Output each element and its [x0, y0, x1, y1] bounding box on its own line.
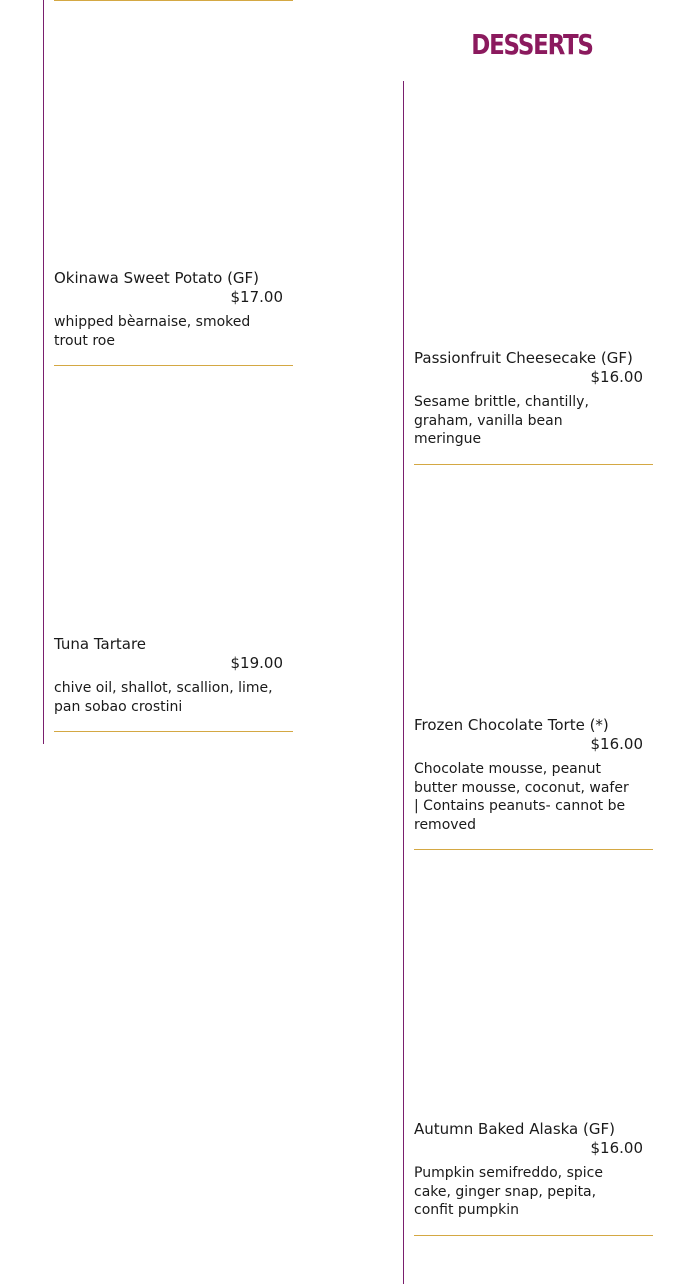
item-description: chive oil, shallot, scallion, lime, pan sobao crostini — [54, 680, 273, 715]
item-price: $16.00 — [590, 1139, 643, 1157]
item-separator — [54, 731, 293, 732]
item-description: Sesame brittle, chantilly, graham, vanilla bean meringue — [414, 394, 589, 448]
item-price: $16.00 — [590, 368, 643, 386]
item-name: Tuna Tartare — [54, 635, 147, 653]
item-name: Okinawa Sweet Potato (GF) — [54, 269, 260, 287]
menu-item — [414, 1120, 653, 1236]
right-column-rule — [403, 81, 404, 1284]
item-name: Frozen Chocolate Torte (*) — [414, 716, 609, 734]
item-description: Pumpkin semifreddo, spice cake, ginger snap, pepita, confit pumpkin — [414, 1165, 603, 1219]
menu-item — [414, 716, 653, 850]
section-title-desserts: DESSERTS — [471, 28, 593, 61]
item-separator — [414, 849, 653, 850]
left-column-rule — [43, 0, 44, 744]
item-separator — [54, 365, 293, 366]
menu-item — [54, 269, 293, 366]
item-name: Autumn Baked Alaska (GF) — [414, 1120, 615, 1138]
item-separator — [414, 1235, 653, 1236]
item-description: Chocolate mousse, peanut butter mousse, coconut, wafer | Contains peanuts- cannot be removed — [414, 761, 629, 833]
item-separator — [414, 464, 653, 465]
menu-item — [414, 349, 653, 465]
item-price: $16.00 — [590, 735, 643, 753]
menu-item — [54, 635, 293, 732]
item-price: $19.00 — [230, 654, 283, 672]
item-separator — [54, 0, 293, 1]
item-name: Passionfruit Cheesecake (GF) — [414, 349, 633, 367]
item-description: whipped bèarnaise, smoked trout roe — [54, 314, 251, 349]
item-price: $17.00 — [230, 288, 283, 306]
